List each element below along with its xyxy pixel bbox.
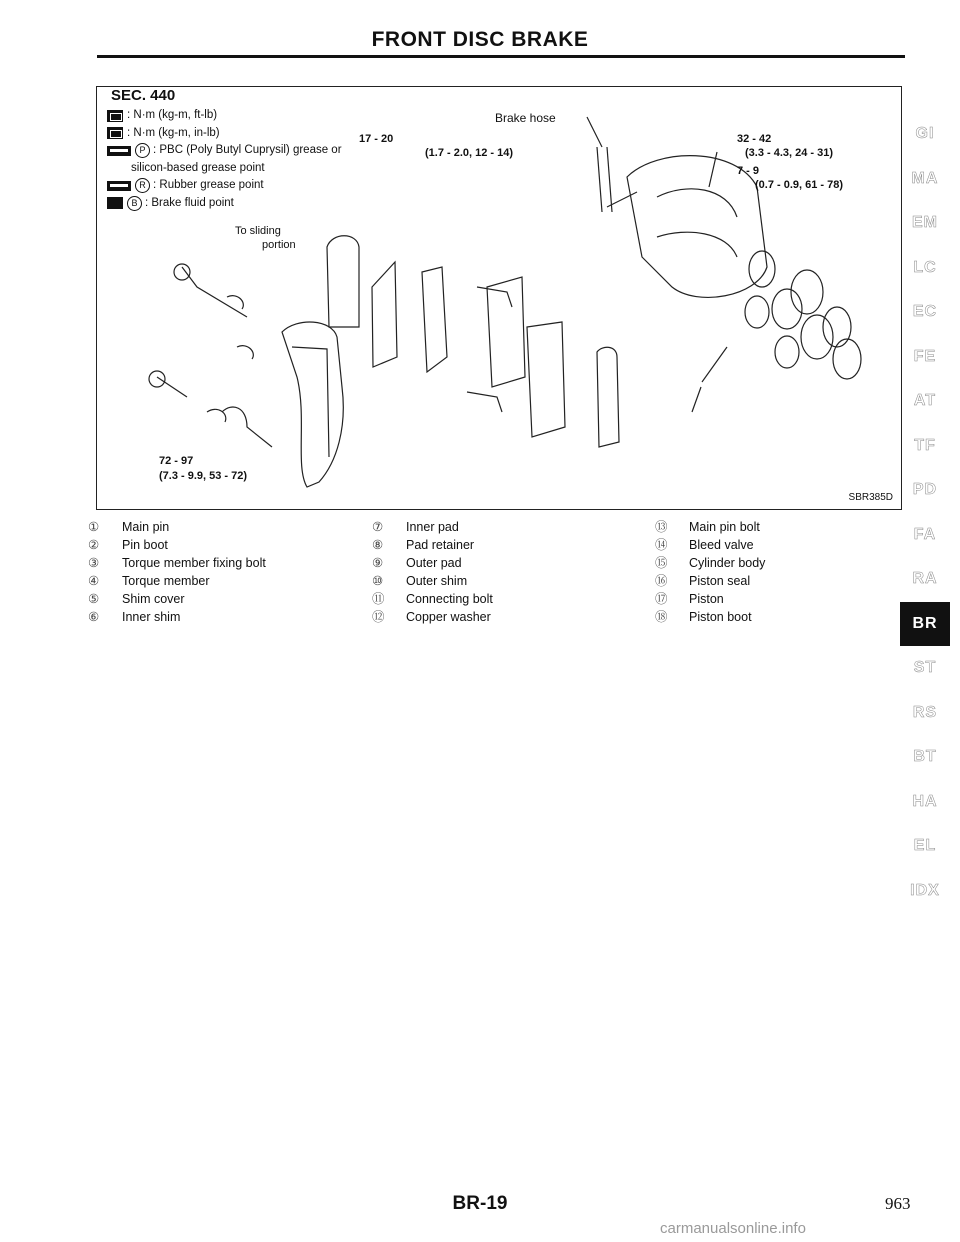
- tab-label: ST: [913, 659, 937, 677]
- part-number: ⑯: [655, 574, 668, 588]
- part-number: ⑰: [655, 592, 668, 606]
- portion-text: portion: [262, 239, 296, 251]
- part-name: Copper washer: [406, 610, 491, 624]
- part-name: Cylinder body: [689, 556, 766, 570]
- parts-list-col3: [655, 518, 765, 626]
- brake-fluid-icon: [107, 197, 123, 209]
- page-code: BR-19: [452, 1193, 508, 1214]
- part-name: Piston boot: [689, 610, 752, 624]
- part-number: ⑪: [372, 592, 385, 606]
- part-name: Piston seal: [689, 574, 751, 588]
- legend-rubber: [107, 177, 342, 195]
- part-number: ⑧: [372, 538, 384, 552]
- part-number: ⑤: [88, 592, 100, 606]
- tab-label: PD: [912, 481, 938, 499]
- tab-label: FA: [913, 525, 937, 543]
- part-number: ⑩: [372, 574, 384, 588]
- legend-text: : N·m (kg-m, in-lb): [127, 126, 220, 139]
- tab-gi[interactable]: [900, 112, 950, 157]
- sliding-text: To sliding: [235, 225, 281, 237]
- tab-label: EL: [913, 837, 937, 855]
- part-name: Main pin: [122, 520, 170, 534]
- part-name: Pin boot: [122, 538, 168, 552]
- list-item: [88, 536, 266, 554]
- part-name: Inner pad: [406, 520, 459, 534]
- tab-label: BT: [913, 748, 937, 766]
- tab-label: RS: [912, 703, 938, 721]
- legend-pbc-cont: [107, 160, 342, 178]
- tab-idx[interactable]: [900, 869, 950, 914]
- tab-em[interactable]: [900, 201, 950, 246]
- spec-bolt13-a: 32 - 42: [737, 133, 772, 145]
- spec-valve14-a: 7 - 9: [737, 165, 760, 177]
- part-name: Connecting bolt: [406, 592, 493, 606]
- section-number: SEC. 440: [111, 87, 176, 104]
- page-number: 963: [885, 1194, 911, 1213]
- list-item: [655, 608, 765, 626]
- list-item: [88, 518, 266, 536]
- parts-list-col2: [372, 518, 493, 626]
- tab-ha[interactable]: [900, 780, 950, 825]
- list-item: [655, 554, 765, 572]
- part-number: ④: [88, 574, 100, 588]
- spec-bolt13-b: (3.3 - 4.3, 24 - 31): [745, 147, 834, 159]
- part-name: Main pin bolt: [689, 520, 760, 534]
- tab-label: TF: [914, 436, 936, 454]
- part-name: Inner shim: [122, 610, 181, 624]
- grease-icon: [107, 181, 131, 191]
- part-number: ⑭: [655, 538, 668, 552]
- tab-fa[interactable]: [900, 513, 950, 558]
- spec-bolt3-b: (7.3 - 9.9, 53 - 72): [159, 470, 248, 482]
- part-number: ③: [88, 556, 100, 570]
- part-name: Pad retainer: [406, 538, 475, 552]
- title-rule: [97, 55, 905, 58]
- part-name: Piston: [689, 592, 724, 606]
- tab-ma[interactable]: [900, 157, 950, 202]
- list-item: [655, 572, 765, 590]
- part-name: Bleed valve: [689, 538, 754, 552]
- list-item: [372, 536, 493, 554]
- watermark: carmanualsonline.info: [660, 1220, 806, 1237]
- list-item: [88, 608, 266, 626]
- part-name: Outer shim: [406, 574, 468, 588]
- tab-label: FE: [913, 347, 937, 365]
- legend-text: : PBC (Poly Butyl Cuprysil) grease or: [153, 144, 342, 156]
- tab-bt[interactable]: [900, 735, 950, 780]
- part-number: ⑬: [655, 520, 668, 534]
- tab-label: HA: [912, 792, 938, 810]
- tab-lc[interactable]: [900, 246, 950, 291]
- list-item: [88, 572, 266, 590]
- list-item: [88, 554, 266, 572]
- tab-br[interactable]: [900, 602, 950, 647]
- list-item: [372, 590, 493, 608]
- legend-text: : Rubber grease point: [153, 179, 264, 191]
- part-number: ①: [88, 520, 100, 534]
- legend-text: : N·m (kg-m, ft-lb): [127, 109, 218, 121]
- list-item: [372, 518, 493, 536]
- part-number: ⑮: [655, 556, 668, 570]
- sliding-note: [235, 225, 281, 237]
- legend-torque-ftlb: [107, 107, 342, 125]
- legend-pbc: [107, 142, 342, 160]
- figure-code: SBR385D: [848, 492, 893, 503]
- spec-bolt3-a: 72 - 97: [159, 455, 194, 467]
- tab-el[interactable]: [900, 824, 950, 869]
- legend-text: silicon-based grease point: [131, 161, 265, 174]
- parts-list-col1: [88, 518, 266, 626]
- spec-bolt11-b: (1.7 - 2.0, 12 - 14): [425, 147, 514, 159]
- part-number: ⑨: [372, 556, 384, 570]
- part-name: Outer pad: [406, 556, 462, 570]
- diagram-legend: [107, 107, 342, 212]
- part-number: ⑱: [655, 610, 668, 624]
- list-item: [372, 554, 493, 572]
- exploded-diagram: [96, 86, 902, 510]
- grease-icon: [107, 146, 131, 156]
- torque-wrench-icon: [107, 127, 123, 139]
- brake-hose-label: Brake hose: [495, 111, 556, 125]
- tab-pd[interactable]: [900, 468, 950, 513]
- tab-ra[interactable]: [900, 557, 950, 602]
- torque-wrench-icon: [107, 110, 123, 122]
- part-number: ⑦: [372, 520, 384, 534]
- tab-at[interactable]: [900, 379, 950, 424]
- tab-label: IDX: [910, 881, 940, 899]
- pbc-circle-icon: P: [135, 143, 150, 158]
- tab-label: EM: [912, 214, 938, 232]
- tab-label: AT: [913, 392, 937, 410]
- part-name: Torque member fixing bolt: [122, 556, 266, 570]
- list-item: [655, 536, 765, 554]
- part-number: ②: [88, 538, 100, 552]
- tab-rs[interactable]: [900, 691, 950, 736]
- tab-label: EC: [912, 303, 938, 321]
- tab-label: MA: [911, 169, 939, 187]
- list-item: [655, 518, 765, 536]
- legend-text: : Brake fluid point: [145, 196, 234, 209]
- rubber-circle-icon: R: [135, 178, 150, 193]
- page-title: FRONT DISC BRAKE: [371, 28, 589, 51]
- list-item: [372, 608, 493, 626]
- tab-ec[interactable]: [900, 290, 950, 335]
- list-item: [88, 590, 266, 608]
- fluid-circle-icon: B: [127, 196, 142, 211]
- part-name: Torque member: [122, 574, 210, 588]
- list-item: [372, 572, 493, 590]
- part-name: Shim cover: [122, 592, 185, 606]
- portion-note: [262, 239, 296, 251]
- tab-label: GI: [915, 125, 935, 143]
- tab-label: BR: [912, 614, 938, 632]
- section-index-sidebar: [900, 112, 950, 913]
- tab-label: LC: [913, 258, 937, 276]
- list-item: [655, 590, 765, 608]
- spec-valve14-b: (0.7 - 0.9, 61 - 78): [755, 179, 844, 191]
- tab-label: RA: [912, 570, 938, 588]
- tab-fe[interactable]: [900, 335, 950, 380]
- spec-bolt11-a: 17 - 20: [359, 133, 394, 145]
- legend-fluid: [107, 195, 342, 213]
- part-number: ⑥: [88, 610, 100, 624]
- tab-st[interactable]: [900, 646, 950, 691]
- legend-torque-inlb: [107, 125, 342, 143]
- tab-tf[interactable]: [900, 424, 950, 469]
- part-number: ⑫: [372, 610, 385, 624]
